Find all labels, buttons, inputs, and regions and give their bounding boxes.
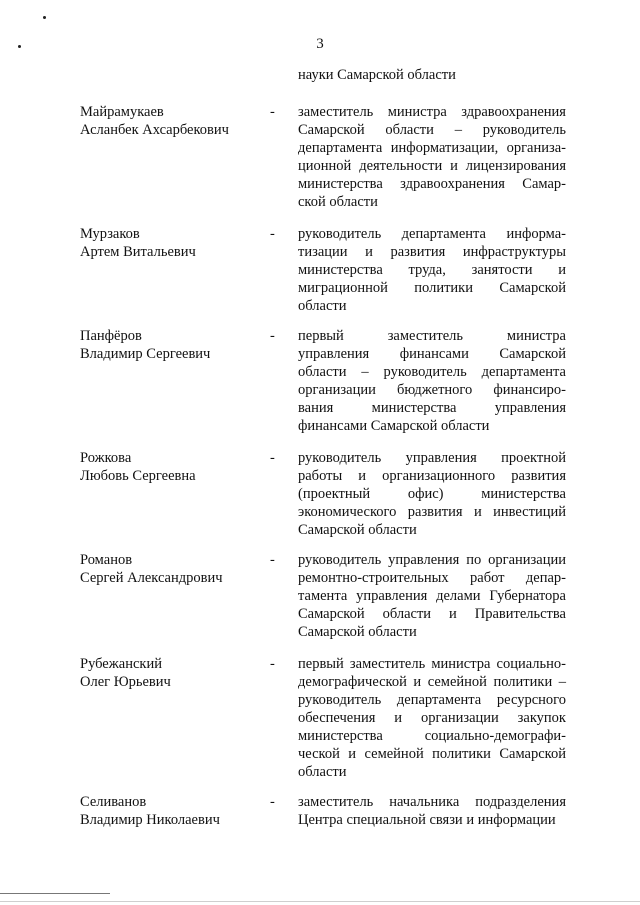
word: области [298,364,347,380]
word: департамента [298,140,383,156]
word: закупок [517,710,566,726]
dash-separator: - [270,328,275,344]
word: заместитель [349,656,426,672]
description-line: Самарской области [298,624,417,640]
dash-separator: - [270,552,275,568]
description-line [298,691,566,709]
description-line [298,467,566,485]
surname: Мурзаков [80,226,140,242]
given-name: Владимир Сергеевич [80,346,211,362]
position-description [298,225,566,315]
word: ческой [298,746,340,762]
person-name [80,103,260,139]
given-name: Олег Юрьевич [80,674,171,690]
word: управления [356,588,428,604]
word: политики [414,280,473,296]
word: здравоохранения [400,176,505,192]
word: труда, [408,262,446,278]
word: финансами [399,346,469,362]
word: развития [511,468,566,484]
word: управления [494,400,566,416]
word: министерства [298,262,383,278]
word: Губернатора [489,588,566,604]
word: министерства [298,176,383,192]
word: Самарской [298,606,365,622]
word: департамента [401,226,486,242]
word: проектной [501,450,566,466]
word: и [473,504,482,520]
description-line [298,103,566,121]
word: Самарской [499,280,566,296]
description-line: области [298,764,347,780]
scan-edge-line [0,893,110,894]
word: политики [432,746,491,762]
word: демографической [298,674,407,690]
word: управления [388,552,460,568]
word: занятости [471,262,533,278]
word: и [558,262,566,278]
dash-separator: - [270,794,275,810]
description-line [298,449,566,467]
word: и [413,674,422,690]
word: социально- [496,656,566,672]
word: развития [390,244,446,260]
word: и [394,710,403,726]
word: министра [431,656,491,672]
word: и [450,158,458,174]
dash-separator: - [270,104,275,120]
person-name [80,551,260,587]
description-line [298,157,566,175]
word: развития [407,504,463,520]
word: здравоохранения [461,104,566,120]
description-line [298,243,566,261]
word: заместитель [387,328,463,344]
word: руководитель [482,122,566,138]
word: инвестиций [493,504,566,520]
word: по [466,552,482,568]
given-name: Сергей Александрович [80,570,223,586]
word: управления [405,450,477,466]
word: руководитель [298,226,382,242]
position-description [298,793,566,829]
surname: Рожкова [80,450,132,466]
position-description [298,449,566,539]
description-line [298,363,566,381]
word: руководитель [298,692,382,708]
word: – [454,122,462,138]
word: семейной [364,746,424,762]
word: лицензирования [465,158,566,174]
person-name [80,449,260,485]
word: социально-демографи- [424,728,566,744]
description-line: области [298,298,347,314]
description-line: Самарской области [298,522,417,538]
person-name [80,225,260,261]
given-name: Асланбек Ахсарбекович [80,122,229,138]
word: министерства [481,486,566,502]
person-name [80,655,260,691]
word: руководитель [383,364,467,380]
position-description [298,103,566,211]
description-line [298,745,566,763]
position-description [298,655,566,781]
word: организации [298,382,376,398]
description-line [298,139,566,157]
description-line [298,399,566,417]
word: организационного [382,468,496,484]
word: Самарской [499,746,566,762]
description-line [298,503,566,521]
given-name: Артем Витальевич [80,244,196,260]
word: вания [298,400,334,416]
description-line [298,709,566,727]
word: работ [470,570,505,586]
word: делами [436,588,481,604]
word: руководитель [298,450,382,466]
word: и [358,468,367,484]
word: работы [298,468,343,484]
surname: Майрамукаев [80,104,164,120]
word: – [361,364,369,380]
description-line [298,261,566,279]
word: руководитель [298,552,382,568]
word: области [382,606,432,622]
word: миграционной [298,280,388,296]
description-line: Центра специальной связи и информации [298,812,556,828]
word: Самар- [522,176,566,192]
word: инфраструктуры [462,244,566,260]
description-line: финансами Самарской области [298,418,490,434]
given-name: Любовь Сергеевна [80,468,196,484]
description-line [298,327,566,345]
continuation-text: науки Самарской области [298,67,456,83]
given-name: Владимир Николаевич [80,812,220,828]
word: первый [298,656,344,672]
dash-separator: - [270,656,275,672]
dash-separator: - [270,450,275,466]
scan-speck [43,16,46,19]
word: департамента [396,692,482,708]
description-line [298,793,566,811]
word: тамента [298,588,348,604]
surname: Селиванов [80,794,147,810]
description-line [298,279,566,297]
description-line [298,673,566,691]
word: ционной [298,158,352,174]
word: Правительства [474,606,566,622]
word: министра [387,104,447,120]
word: организации [420,710,499,726]
position-description [298,327,566,435]
word: Самарской [499,346,566,362]
description-line: ской области [298,194,378,210]
word: политики [493,674,553,690]
word: подразделения [475,794,566,810]
word: области [385,122,434,138]
description-line [298,551,566,569]
word: управления [298,346,370,362]
word: и [348,746,357,762]
word: бюджетного [396,382,473,398]
description-line [298,381,566,399]
surname: Рубежанский [80,656,162,672]
word: семейной [427,674,487,690]
word: деятельности [359,158,443,174]
description-line [298,727,566,745]
word: и [365,244,373,260]
word: министерства [298,728,383,744]
word: финансиро- [493,382,566,398]
word: депар- [525,570,566,586]
word: обеспечения [298,710,376,726]
word: ремонтно-строительных [298,570,449,586]
page-number: 3 [316,36,324,52]
word: информа- [506,226,566,242]
word: информатизации, [390,140,499,156]
description-line [298,121,566,139]
position-description [298,551,566,641]
word: тизации [298,244,348,260]
scan-edge-line [0,901,640,902]
description-line [298,225,566,243]
person-name [80,793,260,829]
word: организа- [506,140,566,156]
word: министра [506,328,566,344]
description-line [298,655,566,673]
word: первый [298,328,344,344]
word: ресурсного [496,692,566,708]
description-line [298,605,566,623]
person-name [80,327,260,363]
word: офис) [407,486,444,502]
word: заместитель [298,104,374,120]
word: министерства [371,400,457,416]
description-line [298,345,566,363]
surname: Панфёров [80,328,142,344]
description-line [298,569,566,587]
dash-separator: - [270,226,275,242]
word: Самарской [298,122,365,138]
word: департамента [481,364,566,380]
word: (проектный [298,486,371,502]
word: заместитель [298,794,374,810]
word: экономического [298,504,397,520]
surname: Романов [80,552,133,568]
word: – [558,674,566,690]
description-line [298,485,566,503]
description-line [298,587,566,605]
word: начальника [389,794,460,810]
word: и [449,606,457,622]
description-line [298,175,566,193]
word: организации [488,552,566,568]
